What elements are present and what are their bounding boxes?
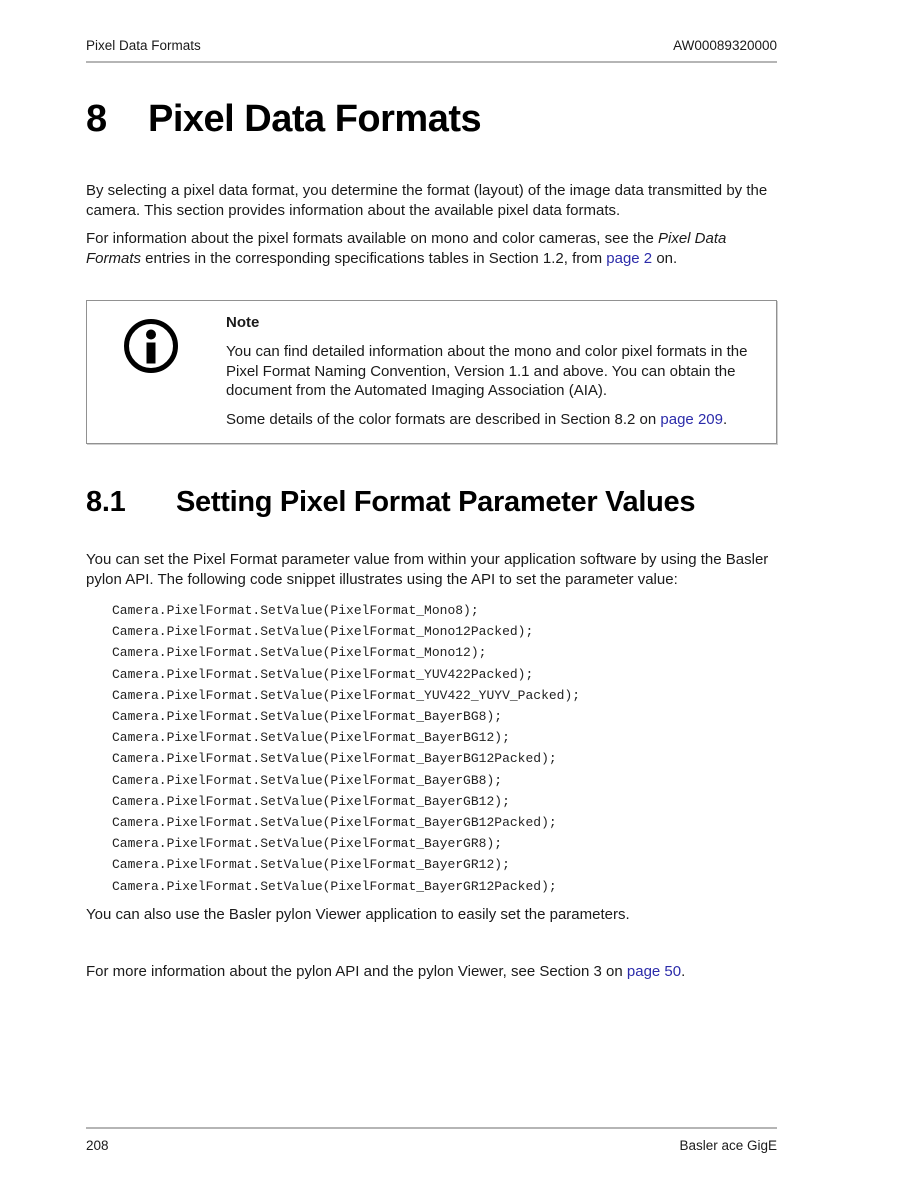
code-line: Camera.PixelFormat.SetValue(PixelFormat_YUV422_YUYV_Packed); [112,687,581,703]
header-right-doc-code: AW00089320000 [673,38,777,53]
code-line: Camera.PixelFormat.SetValue(PixelFormat_BayerBG12Packed); [112,751,557,767]
code-line: Camera.PixelFormat.SetValue(PixelFormat_BayerGR8); [112,836,503,852]
code-line: Camera.PixelFormat.SetValue(PixelFormat_BayerGB8); [112,772,503,788]
code-line: Camera.PixelFormat.SetValue(PixelFormat_BayerGB12Packed); [112,815,557,831]
text-segment: . [681,963,686,980]
footer-page-number: 208 [86,1138,109,1153]
body-paragraph-2: You can also use the Basler pylon Viewer application to easily set the parameters. [86,906,630,923]
body-paragraph-1: You can set the Pixel Format parameter value from within your application software by using the Basler pylon API. The following code snippet illustrates using the API to set the parameter value: [86,551,769,588]
code-line: Camera.PixelFormat.SetValue(PixelFormat_BayerBG12); [112,730,510,746]
italic-term: Pixel Data Formats [86,230,727,267]
page-2-link[interactable]: page 2 [606,249,653,267]
page-209-link[interactable]: page 209 [660,410,723,428]
chapter-number: 8 [86,98,107,140]
intro-paragraph-2 [86,229,777,268]
body-paragraph-3 [86,962,777,982]
chapter-heading [86,98,777,141]
code-line: Camera.PixelFormat.SetValue(PixelFormat_BayerGB12); [112,793,510,809]
page-50-link[interactable]: page 50 [626,963,682,980]
section-heading [86,486,777,519]
footer-rule [86,1127,777,1129]
code-block [112,600,777,897]
code-line: Camera.PixelFormat.SetValue(PixelFormat_BayerGR12); [112,857,510,873]
text-segment: Some details of the color formats are described in Section 8.2 on [226,410,661,428]
text-segment: For information about the pixel formats available on mono and color cameras, see the [86,230,658,247]
note-paragraph-2 [226,410,762,430]
text-segment: entries in the corresponding specifications tables in Section 1.2, from [141,249,607,267]
text-segment: For more information about the pylon API and the pylon Viewer, see Section 3 on [86,963,627,980]
info-icon [123,318,179,374]
section-title: Setting Pixel Format Parameter Values [176,486,696,518]
code-line: Camera.PixelFormat.SetValue(PixelFormat_YUV422Packed); [112,666,534,682]
chapter-title: Pixel Data Formats [148,98,482,140]
note-box [86,300,777,444]
text-segment: on. [652,249,678,267]
code-line: Camera.PixelFormat.SetValue(PixelFormat_BayerBG8); [112,709,503,725]
code-line: Camera.PixelFormat.SetValue(PixelFormat_Mono8); [112,603,479,618]
code-line: Camera.PixelFormat.SetValue(PixelFormat_Mono12); [112,645,487,661]
note-paragraph-1: You can find detailed information about the mono and color pixel formats in the Pixel Format Naming Convention, Version 1.1 and above. You can obtain the document from the Automated Imaging Association (AIA). [226,343,748,399]
header-rule [86,61,777,63]
section-number: 8.1 [86,486,126,518]
note-heading: Note [226,314,260,331]
code-line: Camera.PixelFormat.SetValue(PixelFormat_BayerGR12Packed); [112,878,557,894]
text-segment: . [722,410,728,428]
running-footer [86,1138,777,1153]
code-line: Camera.PixelFormat.SetValue(PixelFormat_Mono12Packed); [112,624,534,640]
header-left-text: Pixel Data Formats [86,38,201,53]
footer-product-name: Basler ace GigE [679,1138,777,1153]
running-header [86,38,777,53]
note-content [226,314,762,438]
intro-paragraph-1: By selecting a pixel data format, you determine the format (layout) of the image data transmitted by the camera. This section provides information about the available pixel data formats. [86,182,768,219]
